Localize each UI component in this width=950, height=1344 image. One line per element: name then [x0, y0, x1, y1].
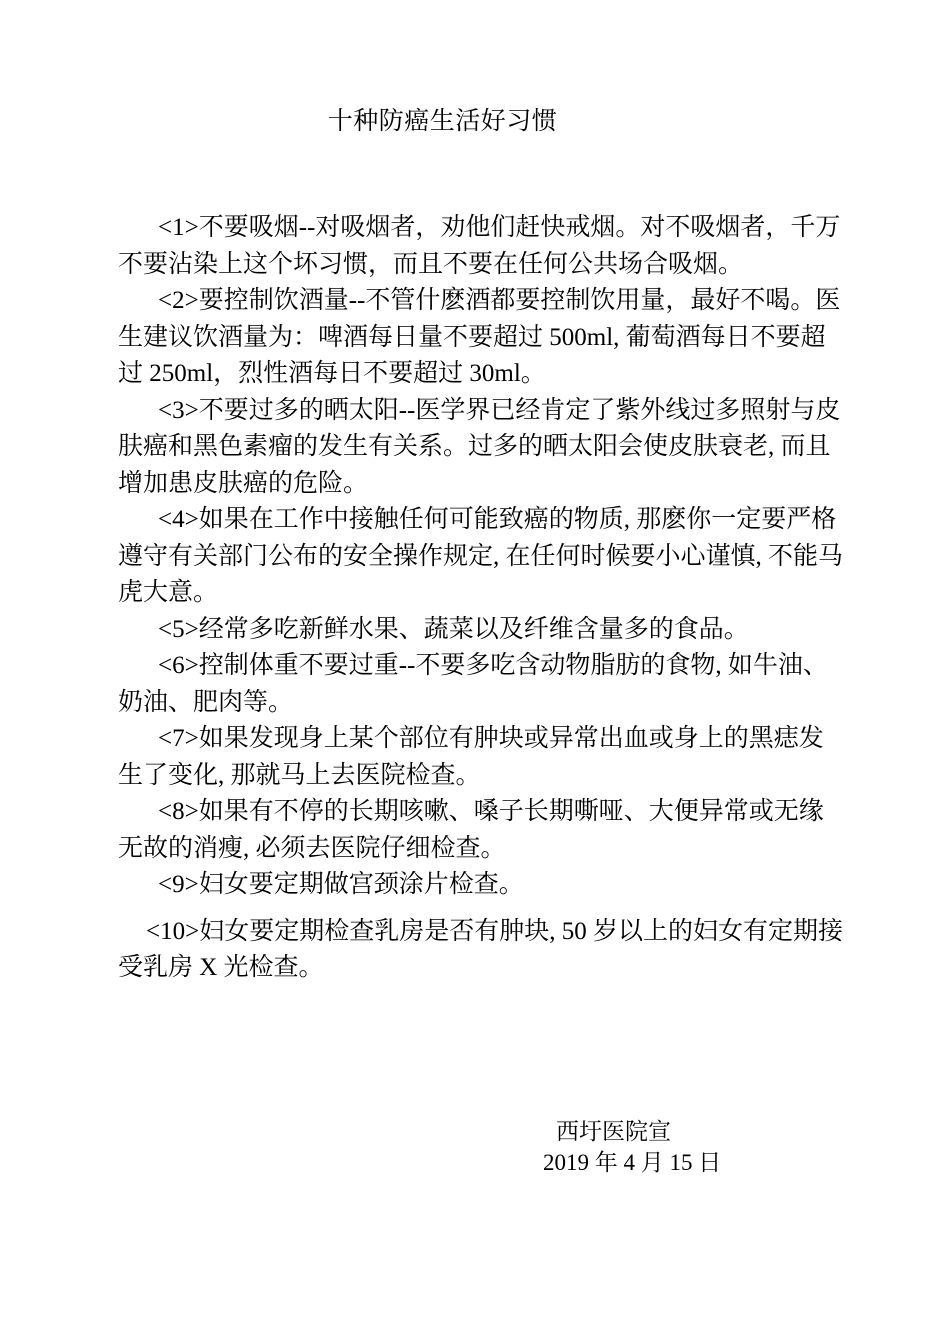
- document-title: 十种防癌生活好习惯: [327, 108, 558, 135]
- paragraph-10: <10>妇女要定期检查乳房是否有肿块, 50 岁以上的妇女有定期接受乳房 X 光检查。: [118, 917, 843, 981]
- paragraph-8: <8>如果有不停的长期咳嗽、嗓子长期嘶哑、大便异常或无缘无故的消瘦, 必须去医院仔细检查。: [118, 798, 824, 862]
- document-body: [118, 210, 843, 987]
- paragraph-1: <1>不要吸烟--对吸烟者，劝他们赶快戒烟。对不吸烟者，千万不要沾染上这个坏习惯，而且不要在任何公共场合吸烟。: [118, 214, 841, 278]
- paragraph-4: <4>如果在工作中接触任何可能致癌的物质, 那麽你一定要严格遵守有关部门公布的安全操作规定, 在任何时候要小心谨慎, 不能马虎大意。: [118, 506, 844, 606]
- paragraph-5: <5>经常多吃新鲜水果、蔬菜以及纤维含量多的食品。: [158, 615, 749, 643]
- paragraph-3: <3>不要过多的晒太阳--医学界已经肯定了紫外线过多照射与皮肤癌和黑色素瘤的发生有关系。过多的晒太阳会使皮肤衰老, 而且增加患皮肤癌的危险。: [118, 396, 841, 497]
- paragraph-7: <7>如果发现身上某个部位有肿块或异常出血或身上的黑痣发生了变化, 那就马上去医院检查。: [118, 725, 824, 789]
- paragraph-6: <6>控制体重不要过重--不要多吃含动物脂肪的食物, 如牛油、奶油、肥肉等。: [118, 652, 828, 716]
- signature-block: [500, 1116, 760, 1178]
- paragraph-9: <9>妇女要定期做宫颈涂片检查。: [158, 871, 524, 898]
- paragraph-2: <2>要控制饮酒量--不管什麽酒都要控制饮用量，最好不喝。医生建议饮酒量为：啤酒每日量不要超过 500ml, 葡萄酒每日不要超过 250ml，烈性酒每日不要超过 30ml。: [118, 287, 841, 387]
- signature-date: 2019 年 4 月 15 日: [543, 1150, 722, 1175]
- signature-organization: 西圩医院宣: [556, 1119, 671, 1144]
